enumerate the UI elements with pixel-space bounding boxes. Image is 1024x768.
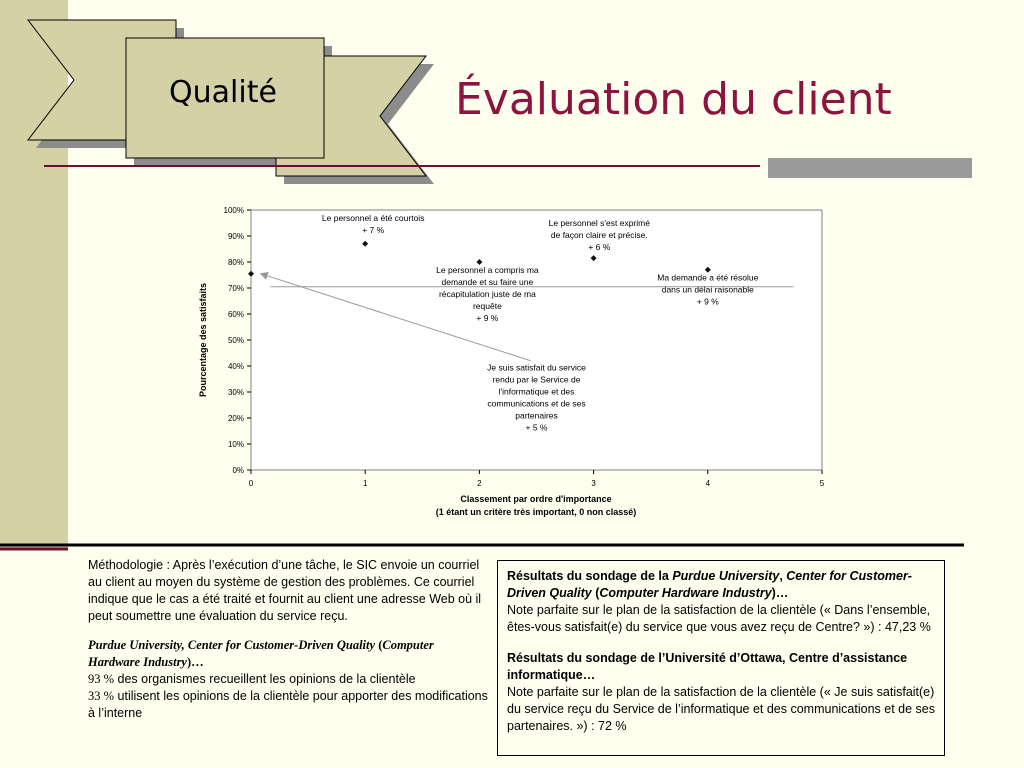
x-tick-label: 0	[248, 479, 254, 488]
y-tick-label: 80%	[227, 258, 244, 267]
result2-text: Note parfaite sur le plan de la satisfaction de la clientèle (« Je suis satisfait(e) du service reçu du Service de l’informatique et des communications et de ses partenaires. ») : 72 %	[507, 685, 935, 733]
result1-paren-close: )…	[771, 586, 789, 600]
stat2-value: 33 %	[88, 689, 115, 703]
result1-text: Note parfaite sur le plan de la satisfaction de la clientèle (« Dans l’ensemble, êtes-vous satisfait(e) du service que vous avez reçu de Centre? ») : 47,23 %	[507, 603, 931, 634]
methodology-paragraph: Méthodologie : Après l’exécution d’une tâche, le SIC envoie un courriel au client au moyen du système de gestion des problèmes. Ce courriel indique que le cas a été traité et fournit au client une adresse Web où il peut soumettre une évaluation du service reçu.	[88, 558, 482, 623]
stat1-text: des organismes recueillent les opinions de la clientèle	[114, 672, 416, 686]
section-label: Qualité	[169, 75, 277, 110]
result2-heading: Résultats du sondage de l’Université d’Ottawa, Centre d’assistance informatique…	[507, 651, 908, 682]
annotation-line: communications et de ses	[487, 398, 586, 409]
result1-sep: ,	[779, 569, 787, 583]
y-tick-label: 50%	[227, 336, 244, 345]
x-axis-title: Classement par ordre d'importance	[460, 494, 612, 504]
y-tick-label: 40%	[227, 362, 244, 371]
page-title: Évaluation du client	[455, 74, 892, 125]
y-tick-label: 30%	[227, 388, 244, 397]
result1-industry: Computer Hardware Industry	[599, 586, 772, 600]
stat2-text: utilisent les opinions de la clientèle pour apporter des modifications à l’interne	[88, 689, 488, 720]
annotation-line: + 7 %	[362, 224, 385, 235]
y-tick-label: 100%	[223, 206, 244, 215]
source-sep: ,	[181, 638, 188, 652]
annotation-line: + 6 %	[588, 242, 611, 253]
source-org: Purdue University	[88, 638, 182, 652]
annotation-line: partenaires	[515, 410, 558, 421]
result-purdue	[507, 568, 935, 636]
annotation-line: l'informatique et des	[498, 386, 575, 397]
annotation-line: Je suis satisfait du service	[487, 362, 586, 373]
y-tick-label: 70%	[227, 284, 244, 293]
source-paren-close: )…	[186, 655, 204, 669]
annotation-line: dans un délai raisonable	[661, 284, 754, 295]
annotation-line: + 9 %	[696, 296, 719, 307]
source-heading	[88, 637, 488, 671]
x-tick-label: 3	[591, 479, 596, 488]
result-ottawa	[507, 650, 935, 735]
annotation-line: rendu par le Service de	[492, 374, 581, 385]
annotation-line: requête	[472, 300, 502, 311]
stat-line-2	[88, 688, 488, 722]
annotation-line: Ma demande a été résolue	[657, 272, 759, 283]
stat1-value: 93 %	[88, 672, 115, 686]
annotation-line: Le personnel a compris ma	[436, 264, 539, 275]
methodology-text	[88, 557, 488, 722]
source-paren-open: (	[375, 638, 383, 652]
annotation-line: Le personnel a été courtois	[321, 212, 425, 223]
result1-paren-open: (	[591, 586, 600, 600]
y-tick-label: 0%	[232, 466, 244, 475]
annotation-line: demande et su faire une	[441, 276, 534, 287]
result1-intro: Résultats du sondage de la	[507, 569, 673, 583]
y-tick-label: 10%	[227, 440, 244, 449]
results-box	[497, 560, 945, 756]
annotation-line: de façon claire et précise.	[550, 230, 648, 241]
source-center: Center for Customer-Driven Quality	[187, 638, 376, 652]
result1-center: Center for Customer-Driven Quality	[507, 569, 912, 600]
source-industry: Computer Hardware Industry	[88, 638, 434, 669]
y-tick-label: 60%	[227, 310, 244, 319]
satisfaction-chart	[180, 195, 840, 525]
y-tick-label: 90%	[227, 232, 244, 241]
annotation-line: + 9 %	[476, 312, 499, 323]
annotation-line: récapitulation juste de ma	[438, 288, 536, 299]
stat-line-1	[88, 671, 488, 688]
annotation-line: Le personnel s'est exprimé	[548, 218, 650, 229]
result1-org: Purdue University	[672, 569, 780, 583]
annotation-line: + 5 %	[525, 422, 548, 433]
x-tick-label: 4	[705, 479, 711, 488]
x-tick-label: 5	[819, 479, 825, 488]
x-axis-subtitle: (1 étant un critère très important, 0 non classé)	[435, 507, 637, 517]
x-tick-label: 2	[477, 479, 482, 488]
y-axis-title: Pourcentage des satisfaits	[198, 282, 208, 398]
x-tick-label: 1	[362, 479, 368, 488]
y-tick-label: 20%	[227, 414, 244, 423]
right-gray-bar	[768, 158, 972, 178]
